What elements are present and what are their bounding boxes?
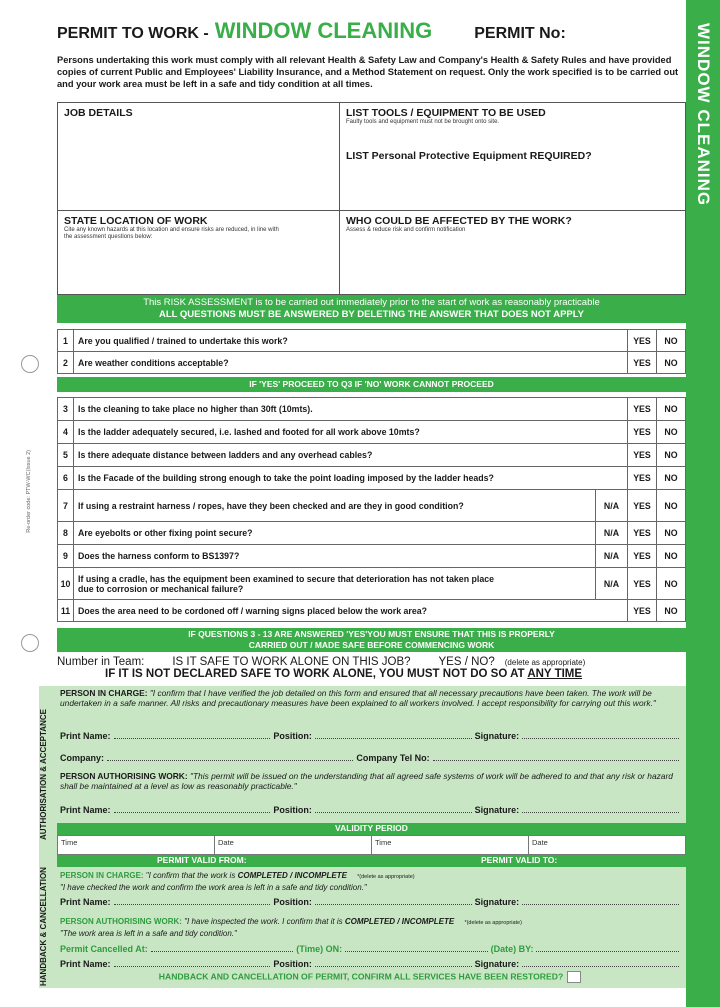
handback-signoff-row-2 [60,956,682,969]
risk-assessment-banner [57,295,686,323]
print-name-field[interactable] [114,738,271,739]
date-by-field[interactable] [536,951,679,952]
company-tel-field[interactable] [433,760,679,761]
question-row [58,600,686,622]
position-field[interactable] [315,738,472,739]
question-row [58,330,686,352]
position-label: Position: [273,805,312,815]
empty-na-cell [596,467,628,490]
handback-pic-status[interactable]: COMPLETED / INCOMPLETE [237,871,347,880]
location-label: STATE LOCATION OF WORK [64,215,208,227]
valid-to-date[interactable]: Date [532,838,548,847]
final-confirmation [58,971,682,983]
no-option[interactable]: NO [657,467,686,490]
date-by-label: (Date) BY: [490,944,534,954]
side-tab-title: WINDOW CLEANING [694,23,713,207]
yes-option[interactable]: YES [628,352,657,374]
yes-option[interactable]: YES [628,568,657,600]
questions-band [57,628,686,652]
print-name-label: Print Name: [60,731,111,741]
yes-option[interactable]: YES [628,444,657,467]
valid-to-time[interactable]: Time [372,836,529,854]
yes-option[interactable]: YES [628,467,657,490]
question-row [58,545,686,568]
na-option[interactable]: N/A [596,490,628,522]
work-alone-warning: IF IT IS NOT DECLARED SAFE TO WORK ALONE, YOU MUST NOT DO SO AT ANY TIME [105,668,583,680]
affected-subtext: Assess & reduce risk and confirm notification [346,227,466,233]
question-text: Is the ladder adequately secured, i.e. lashed and footed for all work above 10mts? [74,421,596,444]
question-text: Is the Facade of the building strong enough to take the point loading imposed by the ladder heads? [74,467,596,490]
valid-from-label: PERMIT VALID FROM: [157,855,247,865]
handback-paw-label: PERSON AUTHORISING WORK: [60,917,182,926]
na-option[interactable]: N/A [596,545,628,568]
signature-field[interactable] [522,738,679,739]
question-row [58,421,686,444]
delete-note: (delete as appropriate) [504,658,586,667]
no-option[interactable]: NO [657,490,686,522]
handback-signoff-row-1 [60,894,682,907]
job-details-field[interactable] [58,103,339,210]
work-alone-question: IS IT SAFE TO WORK ALONE ON THIS JOB? [172,656,411,668]
question-number: 1 [58,330,74,352]
print-name-field[interactable] [114,812,271,813]
no-option[interactable]: NO [657,444,686,467]
no-option[interactable]: NO [657,398,686,421]
cancelled-at-label: Permit Cancelled At: [60,944,148,954]
position-field[interactable] [315,812,472,813]
handback-paw: PERSON AUTHORISING WORK: "I have inspected the work. I confirm that it is COMPLETED / INCOMPLETE *(delete as appropriate) "The work area is left in a safe and tidy condition." [60,917,522,938]
company-row [60,750,682,763]
valid-to-label: PERMIT VALID TO: [481,855,558,865]
no-option[interactable]: NO [657,421,686,444]
valid-from-to-band [57,855,686,867]
number-in-team-label: Number in Team: [57,656,145,668]
question-row [58,467,686,490]
signature-label: Signature: [474,731,520,741]
question-text: Are eyebolts or other fixing point secure? [74,522,596,545]
handback-pic-text: "I have checked the work and confirm the work area is left in a safe and tidy condition." [60,882,367,892]
question-text: Does the area need to be cordoned off / warning signs placed below the work area? [74,600,596,622]
na-option[interactable]: N/A [596,522,628,545]
validity-band: VALIDITY PERIOD [57,823,686,835]
questions-table-a [57,329,686,374]
question-row [58,444,686,467]
question-number: 5 [58,444,74,467]
signature-field[interactable] [522,812,679,813]
pic-declaration [60,688,682,708]
tools-label: LIST TOOLS / EQUIPMENT TO BE USED [346,107,546,119]
validity-fields [57,835,686,855]
affected-field[interactable] [340,211,685,294]
authorisation-side-label: AUTHORISATION & ACCEPTANCE [39,709,48,841]
question-number: 9 [58,545,74,568]
signature-field[interactable] [522,904,679,905]
question-text: Does the harness conform to BS1397? [74,545,596,568]
question-text: Is there adequate distance between ladders and any overhead cables? [74,444,596,467]
print-name-label: Print Name: [60,897,111,907]
question-text: Are weather conditions acceptable? [74,352,628,374]
question-number: 8 [58,522,74,545]
question-number: 4 [58,421,74,444]
yes-option[interactable]: YES [628,600,657,622]
company-field[interactable] [107,760,353,761]
question-row [58,568,686,600]
question-number: 10 [58,568,74,600]
affected-label: WHO COULD BE AFFECTED BY THE WORK? [346,215,572,227]
signature-label: Signature: [474,959,520,969]
no-option[interactable]: NO [657,352,686,374]
yes-option[interactable]: YES [628,330,657,352]
auth-signoff-row-1 [60,728,682,741]
position-label: Position: [273,731,312,741]
question-number: 6 [58,467,74,490]
intro-text: Persons undertaking this work must comply with all relevant Health & Safety Law and Company's Health & Safety Rules and have provided copies of current Public and Employees' Liability Insurance, and a Method Statement on request. Only the work specified is to be carried out and your work area must be left in a safe and tidy condition at all times. [57,55,679,89]
signature-label: Signature: [474,805,520,815]
pic-text: "I confirm that I have verified the job detailed on this form and ensured that all necessary precautions have been taken. The work will be undertaken in a safe manner. All risks and precautionary measures have been explained to all workers involved. I accept responsibility for carrying out this work." [60,688,656,708]
company-tel-label: Company Tel No: [356,753,430,763]
cancellation-row [60,941,682,954]
question-text: Is the cleaning to take place no higher than 30ft (10mts). [74,398,596,421]
permit-no-label: PERMIT No: [474,25,566,42]
paw-label: PERSON AUTHORISING WORK: [60,771,188,781]
empty-na-cell [596,398,628,421]
yes-no-option[interactable]: YES / NO? [438,656,495,668]
question-row [58,352,686,374]
no-option[interactable]: NO [657,600,686,622]
print-name-field[interactable] [114,966,271,967]
form-header [57,18,682,52]
any-time-emphasis: ANY TIME [527,668,583,680]
signature-label: Signature: [474,897,520,907]
side-tab [686,0,720,1007]
no-option[interactable]: NO [657,545,686,568]
empty-na-cell [596,444,628,467]
handback-pic-label: PERSON IN CHARGE: [60,871,144,880]
auth-signoff-row-2 [60,802,682,815]
location-field[interactable] [58,211,339,294]
position-label: Position: [273,897,312,907]
paw-declaration [60,771,682,791]
cancelled-at-field[interactable] [151,951,294,952]
final-confirmation-text: HANDBACK AND CANCELLATION OF PERMIT, CONFIRM ALL SERVICES HAVE BEEN RESTORED? [158,971,564,982]
handback-pic: PERSON IN CHARGE: "I confirm that the work is COMPLETED / INCOMPLETE *(delete as appropriate) "I have checked the work and confirm the work area is left in a safe and tidy condition." [60,871,415,892]
reorder-code: Re-order code: PTW-WC(Issue 2) [26,450,32,533]
question-text: If using a restraint harness / ropes, have they been checked and are they in good condition? [74,490,596,522]
yes-option[interactable]: YES [628,522,657,545]
question-row [58,522,686,545]
header-prefix: PERMIT TO WORK - [57,25,209,42]
punch-hole [21,355,39,373]
position-field[interactable] [315,966,472,967]
questions-band-line1: IF QUESTIONS 3 - 13 ARE ANSWERED 'YES'YOU MUST ENSURE THAT THIS IS PROPERLY [188,629,555,639]
ppe-label: LIST Personal Protective Equipment REQUIRED? [346,150,592,162]
question-text: Are you qualified / trained to undertake this work? [74,330,628,352]
tools-subtext: Faulty tools and equipment must not be brought onto site. [346,119,500,125]
no-option[interactable]: NO [657,568,686,600]
question-number: 2 [58,352,74,374]
tools-field[interactable] [340,103,685,210]
na-option[interactable]: N/A [596,568,628,600]
paw-text: "This permit will be issued on the understanding that all agreed safe systems of work will be adhered to and that any risk or hazard shall be maintained at a level as low as reasonably practicable." [60,771,673,791]
job-details-grid [57,102,686,295]
risk-banner-line2: ALL QUESTIONS MUST BE ANSWERED BY DELETING THE ANSWER THAT DOES NOT APPLY [158,309,585,320]
valid-from-time[interactable]: Time [58,836,215,854]
handback-paw-status[interactable]: COMPLETED / INCOMPLETE [344,917,455,926]
location-subtext: Cite any known hazards at this location and ensure risks are reduced, in line with the assessment questions below: [64,227,279,240]
team-section [57,656,686,680]
print-name-label: Print Name: [60,959,111,969]
print-name-field[interactable] [114,904,271,905]
services-restored-checkbox[interactable] [567,971,581,983]
proceed-band: IF 'YES' PROCEED TO Q3 IF 'NO' WORK CANNOT PROCEED [57,377,686,392]
risk-banner-line1: This RISK ASSESSMENT is to be carried out immediately prior to the start of work as reasonably practicable [143,297,600,308]
yes-option[interactable]: YES [628,490,657,522]
no-option[interactable]: NO [657,330,686,352]
questions-table-b [57,397,686,622]
question-number: 7 [58,490,74,522]
company-label: Company: [60,753,105,763]
no-option[interactable]: NO [657,522,686,545]
print-name-label: Print Name: [60,805,111,815]
punch-hole [21,634,39,652]
question-row [58,398,686,421]
form-title: WINDOW CLEANING [214,18,433,43]
yes-option[interactable]: YES [628,398,657,421]
question-number: 3 [58,398,74,421]
question-number: 11 [58,600,74,622]
handback-paw-text: "The work area is left in a safe and tidy condition." [60,928,237,938]
handback-side-label: HANDBACK & CANCELLATION [39,867,48,986]
time-on-label: (Time) ON: [296,944,343,954]
questions-band-line2: CARRIED OUT / MADE SAFE BEFORE COMMENCING WORK [248,640,495,650]
empty-na-cell [596,421,628,444]
empty-na-cell [596,600,628,622]
question-text: If using a cradle, has the equipment been examined to secure that deterioration has not taken place due to corrosion or mechanical failure? [74,568,596,600]
job-details-label: JOB DETAILS [64,107,133,119]
yes-option[interactable]: YES [628,545,657,568]
yes-option[interactable]: YES [628,421,657,444]
valid-from-date[interactable]: Date [215,836,372,854]
position-field[interactable] [315,904,472,905]
position-label: Position: [273,959,312,969]
time-on-field[interactable] [345,951,488,952]
signature-field[interactable] [522,966,679,967]
question-row [58,490,686,522]
pic-label: PERSON IN CHARGE: [60,688,148,698]
